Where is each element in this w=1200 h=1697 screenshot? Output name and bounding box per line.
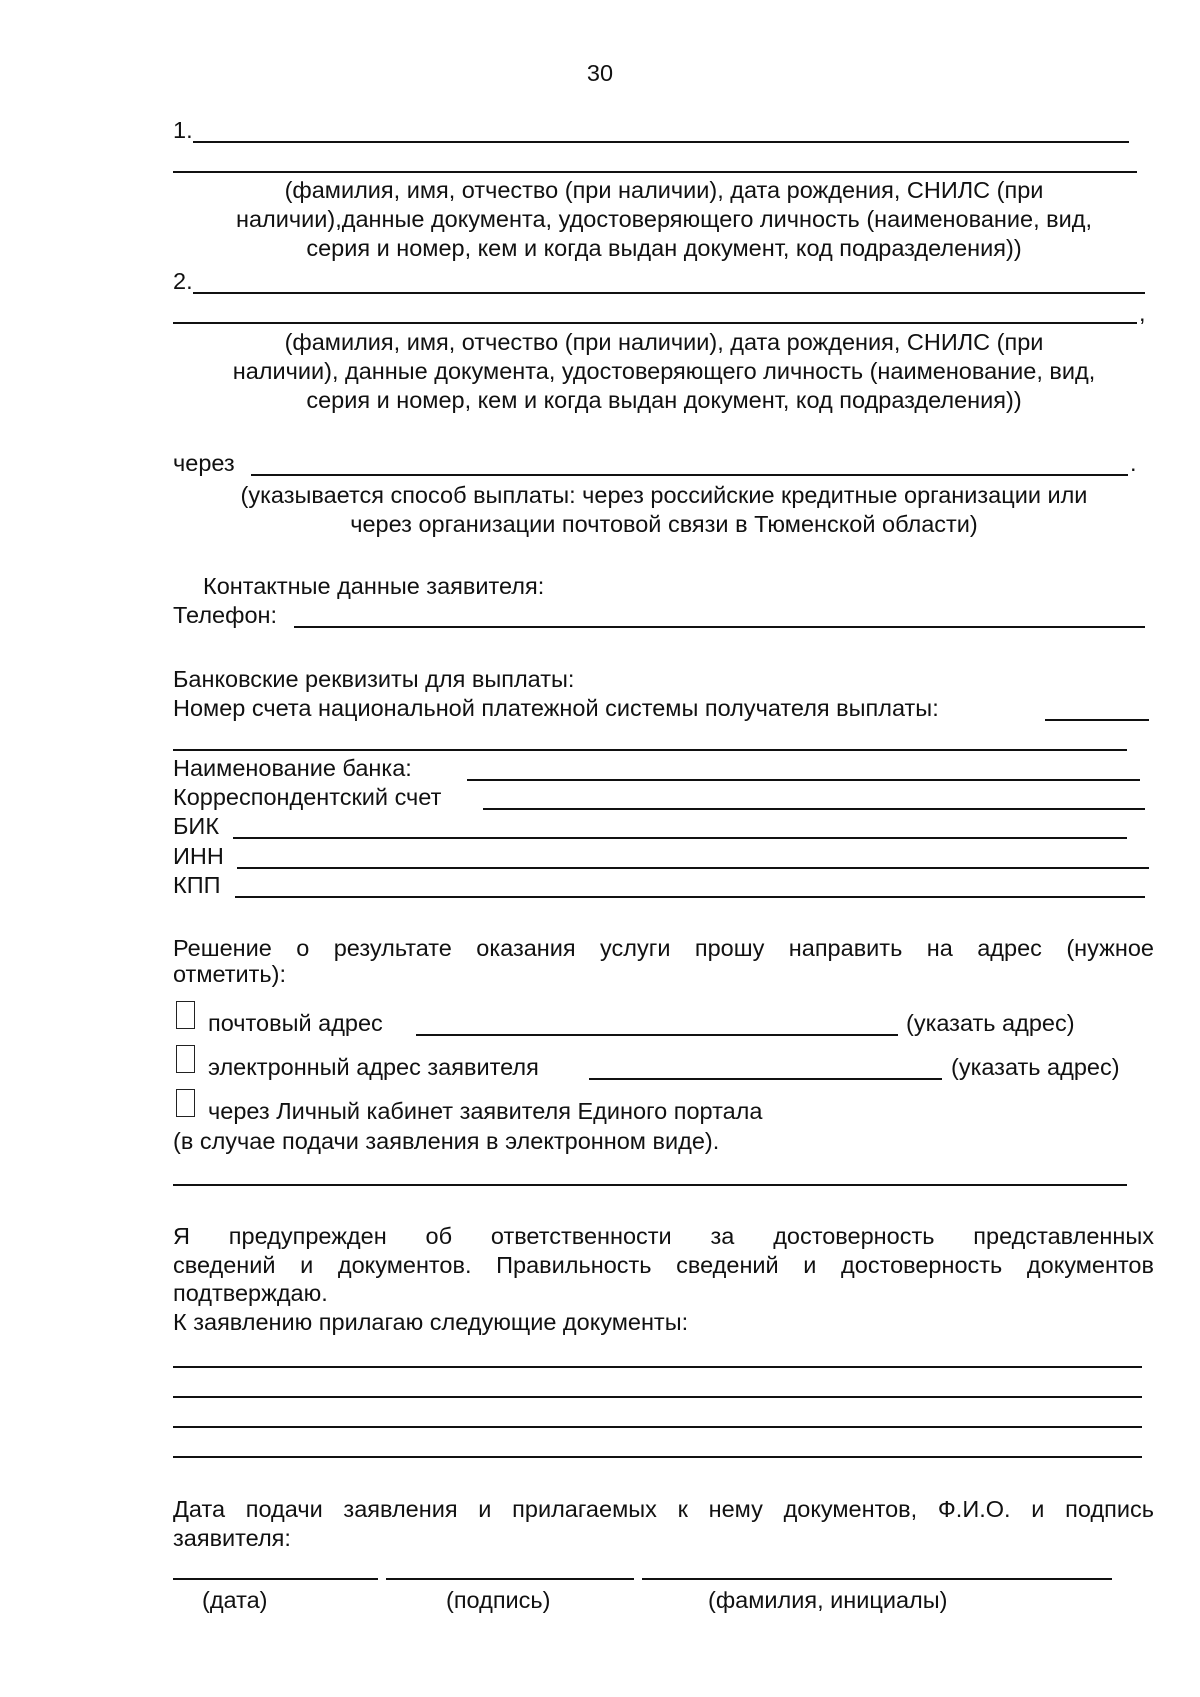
attachments-label: К заявлению прилагаю следующие документы: [173, 1309, 689, 1335]
warning-line-1: Я предупрежден об ответственности за достоверность представленных [173, 1223, 1154, 1249]
person2-comma: , [1139, 300, 1146, 326]
signature-field[interactable] [386, 1578, 634, 1580]
phone-label: Телефон: [173, 602, 278, 628]
personal-cabinet-label: через Личный кабинет заявителя Единого портала [208, 1098, 763, 1124]
person1-number: 1. [173, 117, 193, 143]
kpp-label: КПП [173, 872, 221, 898]
bik-field[interactable] [233, 837, 1127, 839]
email-address-checkbox[interactable] [176, 1045, 195, 1073]
person1-line-1[interactable] [193, 141, 1129, 143]
decision-line-2: отметить): [173, 961, 287, 987]
contacts-heading: Контактные данные заявителя: [203, 573, 545, 599]
person2-caption-2: наличии), данные документа, удостоверяющего личность (наименование, вид, [232, 358, 1096, 384]
corr-account-field[interactable] [483, 808, 1145, 810]
phone-field[interactable] [294, 626, 1145, 628]
payment-caption-1: (указывается способ выплаты: через российские кредитные организации или [240, 482, 1088, 508]
account-field-2[interactable] [173, 749, 1127, 751]
person2-caption-1: (фамилия, имя, отчество (при наличии), дата рождения, СНИЛС (при [284, 329, 1044, 355]
decision-extra-line[interactable] [173, 1184, 1127, 1186]
name-field[interactable] [642, 1578, 1112, 1580]
warning-line-3: подтверждаю. [173, 1280, 328, 1306]
postal-address-label: почтовый адрес [208, 1010, 383, 1036]
payment-period: . [1130, 450, 1137, 476]
decision-line-1: Решение о результате оказания услуги прошу направить на адрес (нужное [173, 935, 1154, 961]
page-number: 30 [586, 60, 614, 86]
inn-label: ИНН [173, 843, 224, 869]
name-caption: (фамилия, инициалы) [708, 1587, 948, 1613]
person1-caption-3: серия и номер, кем и когда выдан документ, код подразделения)) [306, 235, 1022, 261]
account-field-1[interactable] [1045, 719, 1149, 721]
bank-heading: Банковские реквизиты для выплаты: [173, 666, 575, 692]
email-address-field[interactable] [589, 1078, 942, 1080]
payment-caption-2: через организации почтовой связи в Тюменской области) [350, 511, 978, 537]
attachments-line-1[interactable] [173, 1366, 1142, 1368]
bank-name-label: Наименование банка: [173, 755, 412, 781]
postal-address-field[interactable] [416, 1034, 898, 1036]
bank-name-field[interactable] [467, 779, 1140, 781]
attachments-line-2[interactable] [173, 1396, 1142, 1398]
signature-line-1: Дата подачи заявления и прилагаемых к нему документов, Ф.И.О. и подпись [173, 1496, 1154, 1522]
payment-method-line[interactable] [251, 474, 1128, 476]
decision-note: (в случае подачи заявления в электронном виде). [173, 1128, 720, 1154]
person2-line-1[interactable] [193, 292, 1145, 294]
warning-line-2: сведений и документов. Правильность сведений и достоверность документов [173, 1252, 1154, 1278]
postal-address-suffix: (указать адрес) [906, 1010, 1075, 1036]
person1-caption-2: наличии),данные документа, удостоверяющего личность (наименование, вид, [236, 206, 1092, 232]
date-caption: (дата) [202, 1587, 268, 1613]
kpp-field[interactable] [235, 896, 1145, 898]
person2-number: 2. [173, 268, 193, 294]
account-label: Номер счета национальной платежной системы получателя выплаты: [173, 695, 939, 721]
date-field[interactable] [173, 1578, 378, 1580]
person2-line-2[interactable] [173, 322, 1137, 324]
postal-address-checkbox[interactable] [176, 1001, 195, 1029]
signature-caption: (подпись) [446, 1587, 551, 1613]
corr-account-label: Корреспондентский счет [173, 784, 442, 810]
payment-label: через [173, 450, 235, 476]
person2-caption-3: серия и номер, кем и когда выдан документ, код подразделения)) [306, 387, 1022, 413]
inn-field[interactable] [237, 867, 1149, 869]
person1-caption-1: (фамилия, имя, отчество (при наличии), дата рождения, СНИЛС (при [284, 177, 1044, 203]
signature-line-2: заявителя: [173, 1525, 291, 1551]
person1-line-2[interactable] [173, 171, 1137, 173]
email-address-suffix: (указать адрес) [951, 1054, 1120, 1080]
bik-label: БИК [173, 813, 220, 839]
personal-cabinet-checkbox[interactable] [176, 1089, 195, 1117]
attachments-line-3[interactable] [173, 1426, 1142, 1428]
email-address-label: электронный адрес заявителя [208, 1054, 539, 1080]
attachments-line-4[interactable] [173, 1456, 1142, 1458]
